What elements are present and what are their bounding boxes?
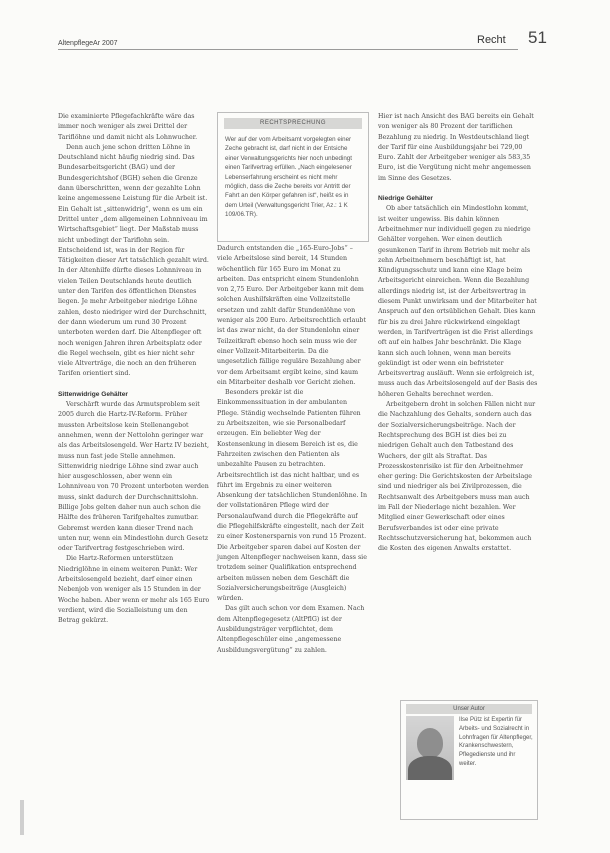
- paragraph: Dadurch entstanden die „165-Euro-Jobs“ – viele Arbeitslose sind bereit, 14 Stunden wöchentlich für 165 Euro im Monat zu arbeiten. Das entspricht einem Stundenlohn von 2,75 Euro. Der Arbeitgeber kann mit dem solchen Aushilfskräften eine Vollzeitstelle ersetzen und zahlt dafür Stundenlöhne von weniger als 200 Euro. Arbeitsrechtlich erlaubt ist das zwar nicht, da der Stundenlohn einer Teilzeitkraft ebenso hoch sein muss wie der einer Vollzeit-Mitarbeiterin. Da die ungesetzlich fällige reguläre Bezahlung aber vor dem Arbeitsamt ergibt keine, sind kaum ein Mitarbeiter deshalb vor Gericht ziehen.: [217, 245, 366, 386]
- paragraph: Besonders prekär ist die Einkommenssituation in der ambulanten Pflege. Ständig wechselnde Patienten führen zu Arbeitszeiten, wie sie Personalbedarf erzeugen. Ein beliebter Weg der Kostensenkung in diesem Bereich ist es, die Fahrzeiten zwischen den Patienten als unbezahlte Pausen zu betrachten. Arbeitsrechtlich ist das nicht haltbar, und es führt im Ergebnis zu einer weiteren Absenkung der tatsächlichen Stundenlöhne. In der vollstationären Pflege wird der Personalaufwand durch die Pflegekräfte auf die Pflegehilfskräfte eingestellt, nach der Zeit zu einer Kostenersparnis von rund 15 Prozent. Die Arbeitgeber sparen dabei auf Kosten der jungen Altenpfleger nachweisen kann, dass sie trotzdem seiner Qualifikation entsprechend arbeiten müssen neben dem Geschäft die Sozialversicherungsbeiträge (Ausgleich) würden.: [217, 389, 368, 603]
- case-law-sidebar-box: [217, 112, 369, 242]
- paragraph: Hier ist nach Ansicht des BAG bereits ein Gehalt von weniger als 80 Prozent der tariflichen Bezahlung zu niedrig. In Westdeutschland liegt der Tarif für eine Ausbildungsjahr bei 729,00 Euro. Zahlt der Arbeitgeber weniger als 583,35 Euro, ist die Vergütung nicht mehr angemessen im Sinne des Gesetzes.: [378, 113, 534, 182]
- scan-margin-mark: [20, 800, 24, 835]
- paragraph: Denn auch jene schon dritten Löhne in Deutschland nicht häufig niedrig sind. Das Bundesarbeitsgericht (BAG) und der Bundesgerichtshof (BGH) sehen die Grenze dann überschritten, wenn der gezahlte Lohn keine angemessene Leistung für die Arbeit ist. Ein Gehalt ist „sittenwidrig“, wenn es um ein Drittel unter „dem allgemeinen Lohnniveau im Wirtschaftsgebiet“ liegt. Der Maßstab muss nicht unbedingt der Tariflohn sein. Entscheidend ist, was in der Region für Tätigkeiten dieser Art tatsächlich gezahlt wird. In der Altenhilfe dürfte dieses Lohnniveau in vielen Teilen Deutschlands heute deutlich unter den Tarifen des öffentlichen Dienstes liegen. Je mehr Arbeitgeber niedrige Löhne zahlen, desto niedriger wird der Durchschnitt, der dann wiederum um rund 30 Prozent unterboten werden darf. Die Altenpfleger oft noch wenigen Jahren ihren Arbeitsplatz oder die Regel wechseln, gibt es hier nicht sehr viele Altverträge, die noch an den früheren Tarifen orientiert sind.: [58, 143, 209, 378]
- sidebar-box-title: RECHTSPRECHUNG: [224, 118, 362, 129]
- subheading: Niedrige Gehälter: [378, 195, 433, 203]
- journal-issue-label: AltenpflegeAr 2007: [58, 40, 118, 47]
- paragraph: Die Hartz-Reformen unterstützen Niedriglöhne in einem weiteren Punkt: Wer Arbeitslosengeld bezieht, darf einer einen Nebenjob von weniger als 15 Stunden in der Woche haben. Aber wenn er mehr als 165 Euro verdient, wird die Sozialleistung um den Betrag gekürzt.: [58, 555, 210, 625]
- paragraph: Arbeitgebern droht in solchen Fällen nicht nur die Nachzahlung des Gehalts, sondern auch das der Sozialversicherungsbeiträge. Nach der Rechtsprechung des BGH ist dies bei zu niedrigen Gehalt auch den Tatbestand des Wuchers, der gilt als Straftat. Das Prozesskostenrisiko ist für den Arbeitnehmer eher gering: Die Gerichtskosten der Arbeitslage sind und niedriger als bei Zivilprozessen, die Rechtsanwalt des Arbeitgebers muss man auch im Fall der Niederlage nicht bezahlen. Wer Mitglied einer Gewerkschaft oder eines Berufsverbandes ist oder eine private Rechtsschutzversicherung hat, bekommen auch die Kosten des eigenen Anwalts erstattet.: [378, 401, 536, 553]
- paragraph: Verschärft wurde das Armutsproblem seit 2005 durch die Hartz-IV-Reform. Früher mussten Arbeitslose kein Stellenangebot annehmen, wenn der Nettolohn geringer war als das Arbeitslosengeld. Wer Hartz IV bezieht, muss nun fast jede Stelle annehmen. Sittenwidrig niedrige Löhne sind zwar auch hier ausgeschlossen, aber wenn ein Lohnniveau von 70 Prozent unterboten werden muss, sinkt dadurch der Durchschnittslohn. Billige Jobs gelten daher nun auch schon die Hälfte des früheren Tarifgehaltes zumutbar. Gebremst werden kann dieser Trend nach unten nur, wenn ein Mindestlohn durch Gesetz oder Tarifvertrag festgeschrieben wird.: [58, 401, 209, 553]
- paragraph: Die examinierte Pflegefachkräfte wäre das immer noch weniger als zwei Drittel der Tariflöhne und damit nicht als Lohnwucher.: [58, 113, 198, 141]
- section-title: Recht: [477, 34, 506, 46]
- author-box-title: Unser Autor: [406, 704, 532, 714]
- author-photo: [406, 716, 454, 780]
- paragraph: Ob aber tatsächlich ein Mindestlohn kommt, ist weiter ungewiss. Bis dahin können Arbeitnehmer nur individuell gegen zu niedrige Gehälter vorgehen. Wer einen deutlich gesunkenen Tarif in ihrem Betrieb mit mehr als zehn Arbeitnehmern beschäftigt ist, hat Kündigungsschutz und kann eine Klage beim Arbeitsgericht einreichen. Wenn die Bezahlung allerdings niedrig ist, ist der Arbeitsvertrag in diesem Punkt unwirksam und der Mitarbeiter hat Anspruch auf den ortsüblichen Gehalt. Dies kann für bis zu drei Jahre rückwirkend eingeklagt werden, in Tarifverträgen ist die Frist allerdings oft auf ein halbes Jahr beschränkt. Die Klage kann sich auch lohnen, wenn man bereits gekündigt ist oder wenn ein befristeter Arbeitsvertrag ausläuft. Wenn sie erfolgreich ist, muss auch das Arbeitslosengeld auf der Basis des höheren Gehalts berechnet werden.: [378, 205, 538, 398]
- author-bio: Ilse Pütz ist Expertin für Arbeits- und Sozialrecht in Lohnfragen für Altenpfleger, Krankenschwestern, Pflegedienste und ihr weiter.: [459, 717, 533, 767]
- author-photo-head: [417, 728, 443, 758]
- author-photo-body: [408, 756, 452, 780]
- paragraph: Das gilt auch schon vor dem Examen. Nach dem Altenpflegegesetz (AltPflG) ist der Ausbildungsträger verpflichtet, dem Altenpflegeschüler eine „angemessene Ausbildungsvergütung“ zu zahlen.: [217, 605, 365, 654]
- article-column-2: [217, 244, 369, 656]
- sidebar-box-text: Wer auf der vom Arbeitsamt vorgelegten einer Zeche gebracht ist, darf nicht in der Entsiche einer Verwaltungsgerichts hier noch unbedingt einen Tarifvertrag erfüllen. „Nach eingelesener Lebenserfahrung erscheint es nicht mehr möglich, dass die Zeche bereits vor Antritt der Fahrt an den Körper gefahren ist“, heißt es in dem Urteil (Verwaltungsgericht Trier, Az.: 1 K 109/06.TR).: [225, 136, 352, 219]
- subheading: Sittenwidrige Gehälter: [58, 390, 128, 398]
- page-number: 51: [528, 28, 547, 47]
- article-column-1: [58, 112, 210, 627]
- author-box: [400, 700, 538, 820]
- header-rule: [58, 49, 518, 50]
- article-column-3: [378, 112, 538, 554]
